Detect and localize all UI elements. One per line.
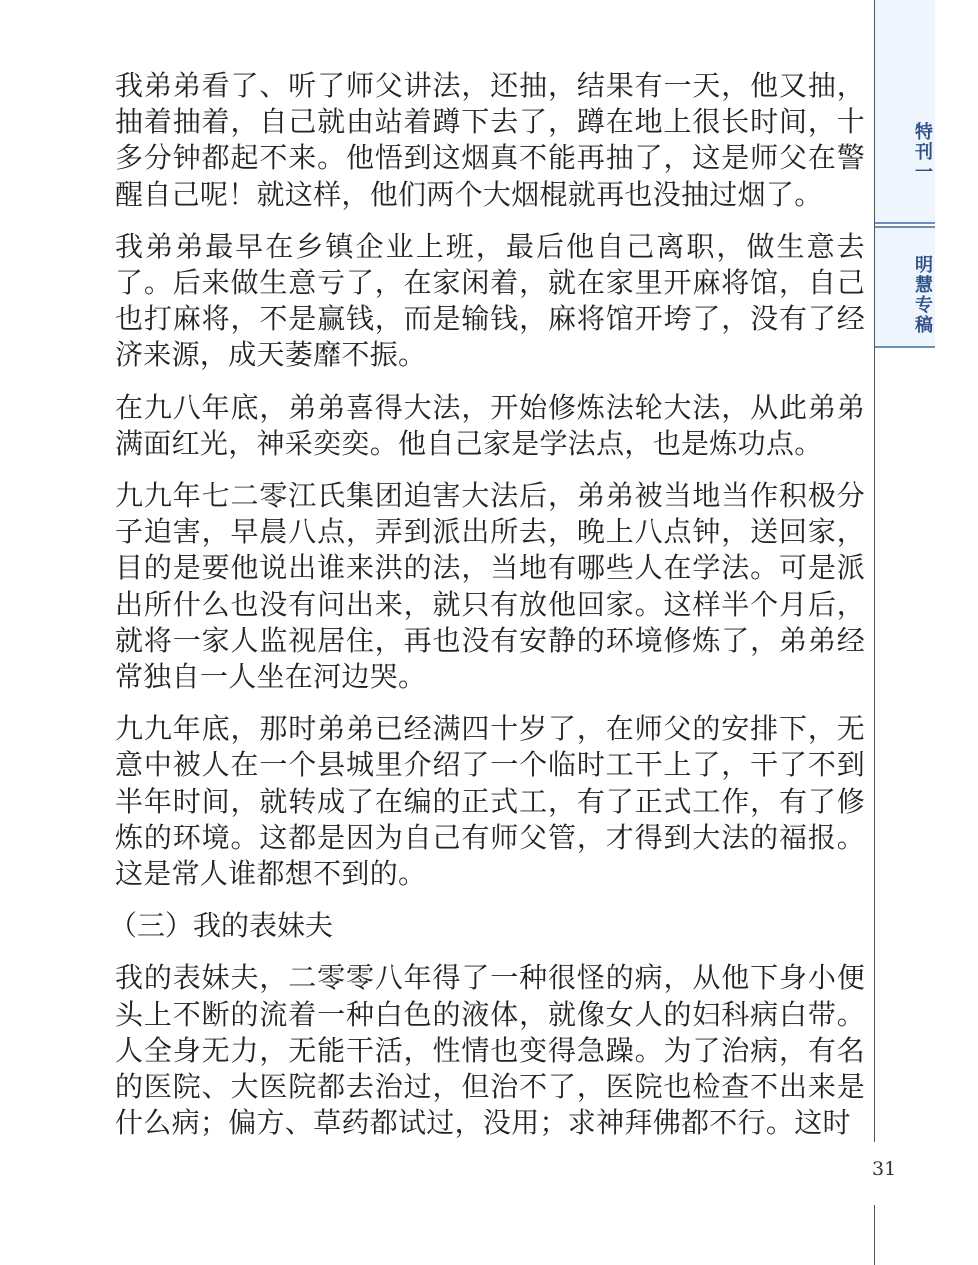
paragraph: 九九年七二零江氏集团迫害大法后，弟弟被当地当作积极分子迫害，早晨八点，弄到派出所去，晚上八点钟，送回家，目的是要他说出谁来洪的法，当地有哪些人在学法。可是派出所什么也没有问出来，就只有放他回家。这样半个月后，就将一家人监视居住，再也没有安静的环境修炼了，弟弟经常独自一人坐在河边哭。 bbox=[115, 479, 865, 694]
paragraph: 九九年底，那时弟弟已经满四十岁了，在师父的安排下，无意中被人在一个县城里介绍了一个临时工干上了，干了不到半年时间，就转成了在编的正式工，有了正式工作，有了修炼的环境。这都是因为自己有师父管，才得到大法的福报。这是常人谁都想不到的。 bbox=[115, 712, 865, 891]
side-tab-minghui-article bbox=[875, 226, 935, 348]
section-heading: （三）我的表妹夫 bbox=[109, 909, 334, 943]
paragraph: 我的表妹夫，二零零八年得了一种很怪的病，从他下身小便头上不断的流着一种白色的液体，就像女人的妇科病白带。人全身无力，无能干活，性情也变得急躁。为了治病，有名的医院、大医院都去治过，但治不了，医院也检查不出来是什么病；偏方、草药都试过，没用；求神拜佛都不行。这时 bbox=[115, 961, 865, 1140]
page-number: 31 bbox=[872, 1158, 897, 1180]
side-tab-special-issue bbox=[875, 0, 935, 224]
paragraph: 我弟弟看了、听了师父讲法，还抽，结果有一天，他又抽，抽着抽着，自己就由站着蹲下去了，蹲在地上很长时间，十多分钟都起不来。他悟到这烟真不能再抽了，这是师父在警醒自己呢！就这样，他们两个大烟棍就再也没抽过烟了。 bbox=[115, 69, 865, 211]
side-tab-label: 明慧专稿 bbox=[912, 255, 933, 335]
page-body bbox=[109, 68, 865, 1157]
paragraph: 在九八年底，弟弟喜得大法，开始修炼法轮大法，从此弟弟满面红光，神采奕奕。他自己家是学法点，也是炼功点。 bbox=[115, 390, 865, 460]
paragraph: 我弟弟最早在乡镇企业上班，最后他自己离职，做生意去了。后来做生意亏了，在家闲着，就在家里开麻将馆，自己也打麻将，不是赢钱，而是输钱，麻将馆开垮了，没有了经济来源，成天萎靡不振。 bbox=[115, 229, 865, 372]
side-rule-lower bbox=[874, 1205, 875, 1265]
side-tab-label: 特刊一 bbox=[912, 122, 933, 182]
